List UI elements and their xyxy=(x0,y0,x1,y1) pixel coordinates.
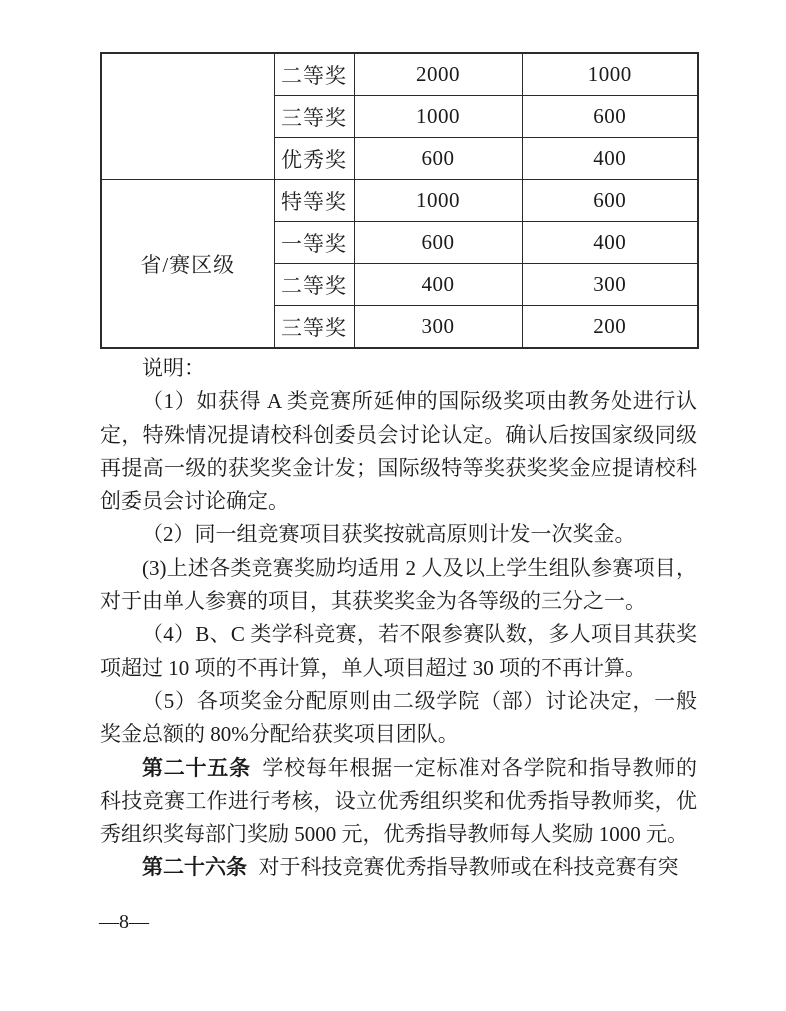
article-25-title: 第二十五条 xyxy=(142,755,251,780)
amount-cell: 1000 xyxy=(354,96,522,138)
award-cell: 二等奖 xyxy=(274,264,354,306)
article-25 xyxy=(100,752,697,852)
amount-cell: 600 xyxy=(522,180,698,222)
award-cell: 优秀奖 xyxy=(274,138,354,180)
table-row xyxy=(101,180,698,222)
award-cell: 三等奖 xyxy=(274,96,354,138)
amount-cell: 1000 xyxy=(522,53,698,96)
note-item-3: (3)上述各类竞赛奖励均适用 2 人及以上学生组队参赛项目，对于由单人参赛的项目，其获奖奖金为各等级的三分之一。 xyxy=(100,555,697,614)
body-text xyxy=(100,352,697,885)
award-bonus-table xyxy=(100,52,699,349)
amount-cell: 2000 xyxy=(354,53,522,96)
article-26-title: 第二十六条 xyxy=(142,855,247,880)
amount-cell: 400 xyxy=(522,138,698,180)
note-item-4: （4）B、C 类学科竞赛，若不限参赛队数，多人项目其获奖项超过 10 项的不再计算，单人项目超过 30 项的不再计算。 xyxy=(100,622,697,680)
article-25-body: 学校每年根据一定标准对各学院和指导教师的科技竞赛工作进行考核，设立优秀组织奖和优秀指导教师奖，优秀组织奖每部门奖励 5000 元，优秀指导教师每人奖励 1000 元。 xyxy=(100,755,698,847)
article-26 xyxy=(100,851,697,884)
award-cell: 三等奖 xyxy=(274,306,354,349)
article-26-body: 对于科技竞赛优秀指导教师或在科技竞赛有突 xyxy=(258,855,679,880)
note-item-5: （5）各项奖金分配原则由二级学院（部）讨论决定，一般奖金总额的 80%分配给获奖项目团队。 xyxy=(100,688,697,747)
table-row xyxy=(101,53,698,96)
award-cell: 一等奖 xyxy=(274,222,354,264)
page-number: —8— xyxy=(99,911,149,933)
amount-cell: 400 xyxy=(522,222,698,264)
amount-cell: 300 xyxy=(522,264,698,306)
amount-cell: 600 xyxy=(354,138,522,180)
note-item-1: （1）如获得 A 类竞赛所延伸的国际级奖项由教务处进行认定，特殊情况提请校科创委员会讨论认定。确认后按国家级同级再提高一级的获奖奖金计发；国际级特等奖获奖奖金应提请校科创委员会讨论确定。 xyxy=(100,389,697,514)
amount-cell: 300 xyxy=(354,306,522,349)
amount-cell: 400 xyxy=(354,264,522,306)
amount-cell: 600 xyxy=(354,222,522,264)
level-cell-continued xyxy=(101,53,274,180)
amount-cell: 1000 xyxy=(354,180,522,222)
notes-heading: 说明： xyxy=(142,356,205,380)
level-cell-province: 省/赛区级 xyxy=(101,180,274,349)
award-cell: 特等奖 xyxy=(274,180,354,222)
amount-cell: 600 xyxy=(522,96,698,138)
note-item-2: （2）同一组竞赛项目获奖按就高原则计发一次奖金。 xyxy=(142,522,636,547)
amount-cell: 200 xyxy=(522,306,698,349)
award-cell: 二等奖 xyxy=(274,53,354,96)
